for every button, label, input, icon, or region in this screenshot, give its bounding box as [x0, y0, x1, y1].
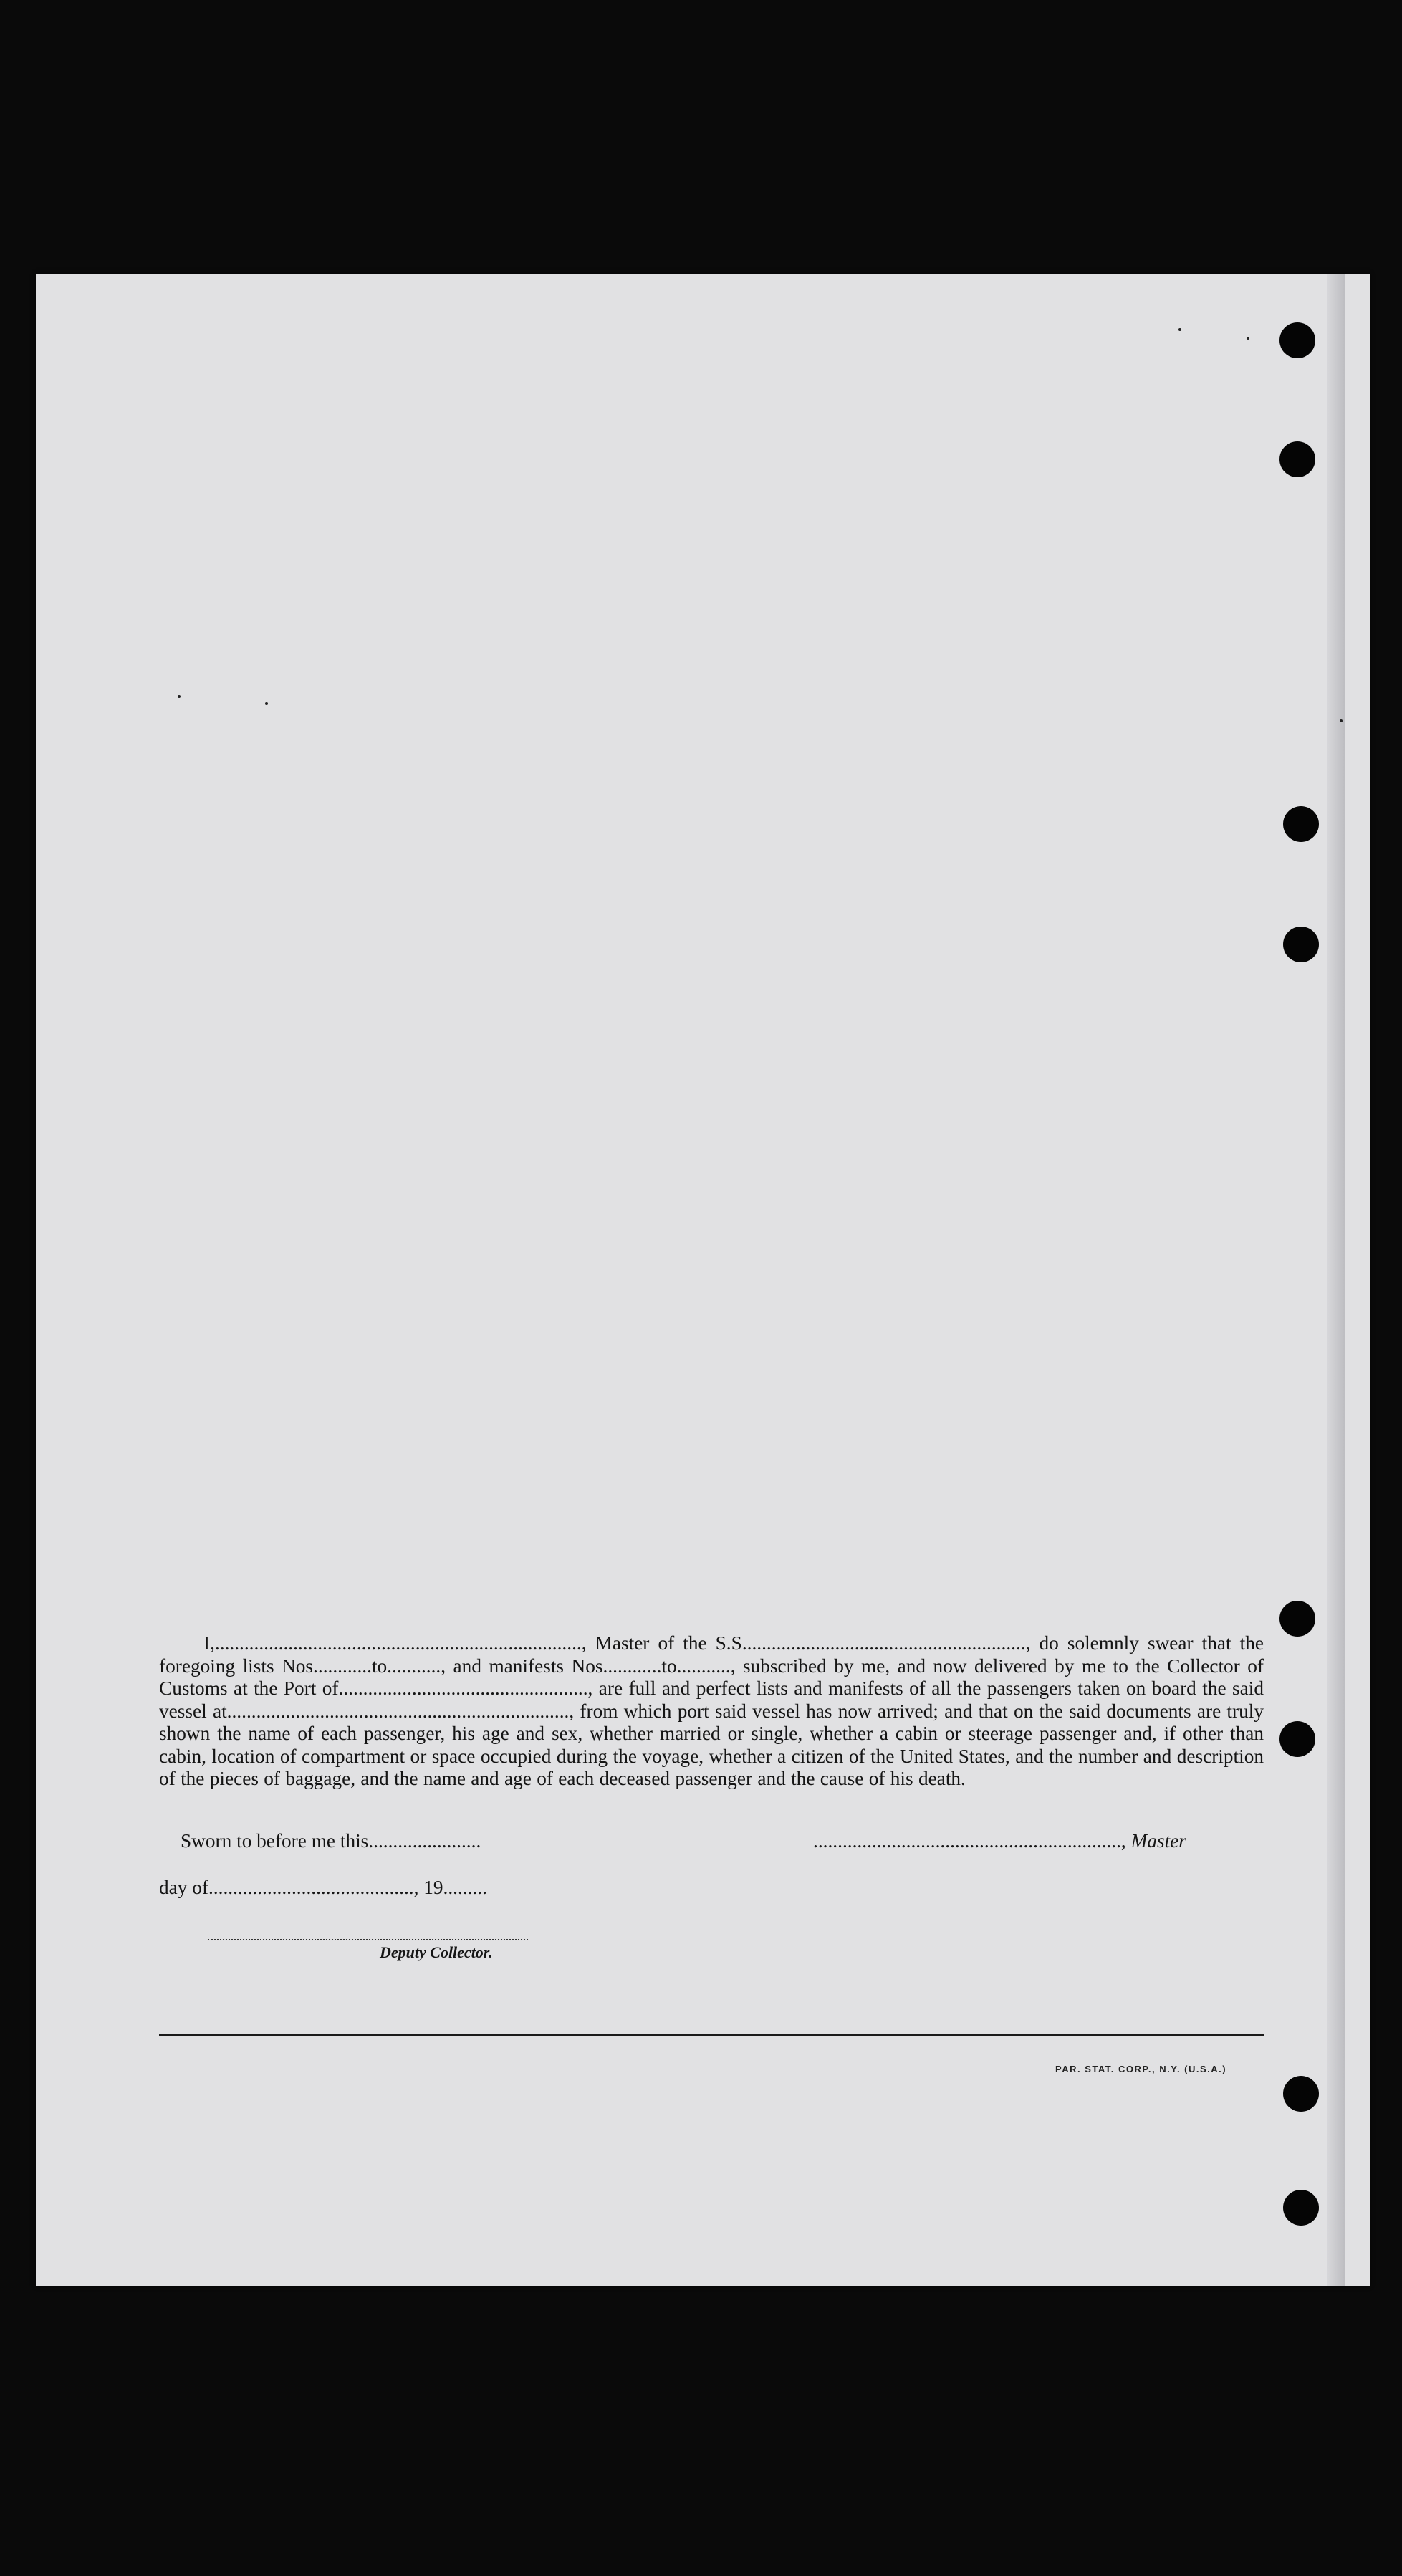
dust-speck: [1178, 328, 1181, 331]
page-edge: [1327, 274, 1345, 2286]
master-dots: ...............................................................,: [813, 1830, 1131, 1852]
day-line: day of.........................................., 19.........: [159, 1877, 487, 1898]
dust-speck: [1340, 719, 1343, 722]
binder-hole-7: [1283, 2076, 1319, 2112]
manifest-page: [36, 274, 1370, 2286]
binder-hole-6: [1279, 1721, 1315, 1757]
master-signature-line: [813, 1830, 1186, 1852]
binder-hole-1: [1279, 322, 1315, 358]
master-label: Master: [1130, 1830, 1186, 1852]
printer-mark: PAR. STAT. CORP., N.Y. (U.S.A.): [1055, 2064, 1227, 2074]
oath-text: I,..........................................................................., Master of the S.S.........................................................., do solemnly swear that the foregoing lists Nos............to..........., and manifests Nos............to..........., subscribed by me, and now delivered by me to the Collector of Customs at the Port of..................................................., are full and perfect lists and manifests of all the passengers taken on board the said vessel at......................................................................, from which port said vessel has now arrived; and that on the said documents are truly shown the name of each passenger, his age and sex, whether married or single, whether a cabin or steerage passenger and, if other than cabin, location of compartment or space occupied during the voyage, whether a citizen of the United States, and the number and description of the pieces of baggage, and the name and age of each deceased passenger and the cause of his death.: [159, 1632, 1264, 1789]
dust-speck: [265, 702, 268, 705]
binder-hole-2: [1279, 441, 1315, 477]
sworn-line: Sworn to before me this.......................: [181, 1830, 481, 1852]
binder-hole-8: [1283, 2190, 1319, 2226]
binder-hole-5: [1279, 1601, 1315, 1637]
binder-hole-3: [1283, 806, 1319, 842]
bottom-rule: [159, 2034, 1264, 2036]
deputy-collector-label: Deputy Collector.: [380, 1943, 493, 1961]
dust-speck: [178, 695, 181, 698]
oath-paragraph: [159, 1632, 1264, 1791]
deputy-signature-line: [208, 1939, 528, 1940]
binder-hole-4: [1283, 927, 1319, 962]
dust-speck: [1247, 337, 1249, 340]
